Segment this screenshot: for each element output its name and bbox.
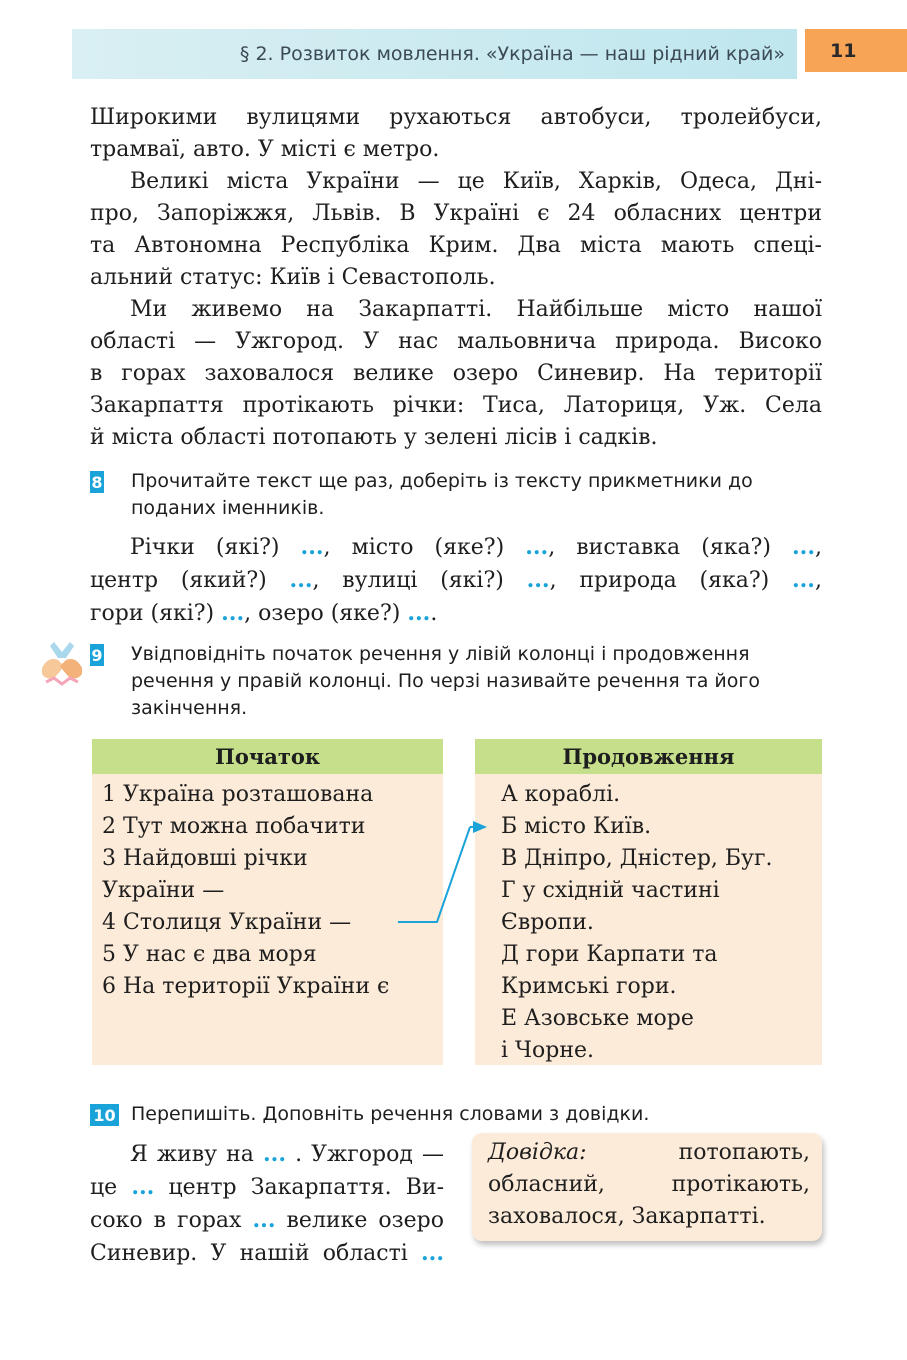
exercise-word: природа (яка?) xyxy=(579,568,770,593)
blank-dots: ... xyxy=(300,534,324,560)
blank-dots: ... xyxy=(131,1174,155,1200)
match-arrow-icon xyxy=(390,815,500,930)
text-fragment: це xyxy=(90,1175,118,1200)
exercise-word: озеро (яке?) xyxy=(258,601,401,626)
text-line: Закарпаття протікають річки: Тиса, Латориця, Уж. Села xyxy=(90,393,822,418)
table-row: 3 Найдовші річки xyxy=(102,846,308,871)
text-fragment: соко в горах xyxy=(90,1208,242,1233)
blank-dots: ... xyxy=(407,600,431,626)
text-line: про, Запоріжжя, Львів. В Україні є 24 обласних центри xyxy=(90,201,822,226)
table-row: В Дніпро, Дністер, Буг. xyxy=(501,846,773,871)
exercise-word: місто (яке?) xyxy=(351,535,505,560)
text-fragment: . Ужгород — xyxy=(295,1142,445,1167)
table-row: Кримські гори. xyxy=(501,974,677,999)
table-column-continuation xyxy=(475,774,822,1065)
blank-dots: ... xyxy=(525,534,549,560)
task-8-exercise xyxy=(90,531,822,630)
intro-paragraph-2 xyxy=(90,166,822,294)
reference-box xyxy=(472,1133,822,1241)
table-row: 1 Україна розташована xyxy=(102,782,374,807)
text-line: Прочитайте текст ще раз, доберіть із тексту прикметники до xyxy=(131,470,753,492)
table-row: Д гори Карпати та xyxy=(501,942,718,967)
table-row: Е Азовське море xyxy=(501,1006,694,1031)
task-9 xyxy=(90,641,830,722)
reference-words: потопають, обласний, протікають, заховалося, Закарпатті. xyxy=(488,1140,810,1229)
text-fragment: центр Закарпаття. Ви- xyxy=(168,1175,444,1200)
blank-dots: ... xyxy=(221,600,245,626)
exercise-word: виставка (яка?) xyxy=(576,535,771,560)
separator: . xyxy=(430,601,438,626)
table-row: 2 Тут можна побачити xyxy=(102,814,366,839)
text-line: речення у правій колонці. По черзі називайте речення та його xyxy=(131,670,760,692)
exercise-word: Річки (які?) xyxy=(130,535,280,560)
task-instruction xyxy=(131,641,830,722)
exercise-word: гори (які?) xyxy=(90,601,215,626)
text-line: поданих іменників. xyxy=(131,497,325,519)
exercise-word: центр (який?) xyxy=(90,568,267,593)
blank-dots: ... xyxy=(792,534,815,560)
text-line: трамваї, авто. У місті є метро. xyxy=(90,137,440,162)
blank-dots: ... xyxy=(791,567,815,593)
table-row: Г у східній частині xyxy=(501,878,720,903)
table-row: 4 Столиця України — xyxy=(102,910,352,935)
text-line: Ми живемо на Закарпатті. Найбільше місто нашої xyxy=(130,297,822,322)
table-row: 6 На території України є xyxy=(102,974,390,999)
page-header xyxy=(72,29,797,79)
text-line: Увідповідніть початок речення у лівій колонці і продовження xyxy=(131,643,750,665)
blank-dots: ... xyxy=(289,567,313,593)
text-line: Великі міста України — це Київ, Харків, Одеса, Дні- xyxy=(130,169,822,194)
table-row: А кораблі. xyxy=(501,782,621,807)
task-instruction xyxy=(131,468,830,522)
separator: , xyxy=(549,568,557,593)
separator: , xyxy=(815,535,822,560)
page-number: 11 xyxy=(805,29,907,72)
intro-paragraph-3 xyxy=(90,294,822,454)
separator: , xyxy=(312,568,320,593)
table-header-continuation: Продовження xyxy=(475,739,822,774)
task-number-badge: 8 xyxy=(91,472,103,492)
table-row: і Чорне. xyxy=(501,1038,595,1063)
intro-paragraph-1 xyxy=(90,102,822,166)
task-instruction: Перепишіть. Доповніть речення словами з довідки. xyxy=(131,1103,650,1125)
text-line: альний статус: Київ і Севастополь. xyxy=(90,265,496,290)
reference-label: Довідка: xyxy=(488,1140,587,1165)
text-line: Широкими вулицями рухаються автобуси, тролейбуси, xyxy=(90,105,822,130)
table-row: Європи. xyxy=(501,910,594,935)
separator: , xyxy=(548,535,556,560)
task-10 xyxy=(90,1101,830,1128)
separator: , xyxy=(244,601,252,626)
text-line: закінчення. xyxy=(131,697,248,719)
exercise-word: вулиці (які?) xyxy=(342,568,504,593)
separator: , xyxy=(323,535,331,560)
table-header-start: Початок xyxy=(92,739,443,774)
text-line: та Автономна Республіка Крим. Два міста мають спеці- xyxy=(90,233,822,258)
task-10-text xyxy=(90,1138,444,1270)
section-title: § 2. Розвиток мовлення. «Україна — наш рідний край» xyxy=(239,43,785,65)
table-row: Б місто Київ. xyxy=(501,814,652,839)
handshake-icon xyxy=(36,638,88,690)
blank-dots: ... xyxy=(263,1141,286,1167)
text-line: області — Ужгород. У нас мальовнича природа. Високо xyxy=(90,329,822,354)
separator: , xyxy=(814,568,822,593)
text-fragment: велике озеро xyxy=(286,1208,445,1233)
table-row: 5 У нас є два моря xyxy=(102,942,317,967)
blank-dots: ... xyxy=(252,1207,276,1233)
blank-dots: ... xyxy=(421,1240,444,1266)
task-number-badge: 10 xyxy=(90,1104,119,1126)
text-fragment: Синевир. У нашій області xyxy=(90,1241,408,1266)
task-number-badge: 9 xyxy=(91,645,103,665)
table-row: України — xyxy=(102,878,225,903)
blank-dots: ... xyxy=(526,567,550,593)
text-line: в горах заховалося велике озеро Синевир. На території xyxy=(90,361,822,386)
task-8 xyxy=(90,468,830,522)
text-fragment: Я живу на xyxy=(130,1142,254,1167)
text-line: й міста області потопають у зелені лісів і садків. xyxy=(90,425,658,450)
